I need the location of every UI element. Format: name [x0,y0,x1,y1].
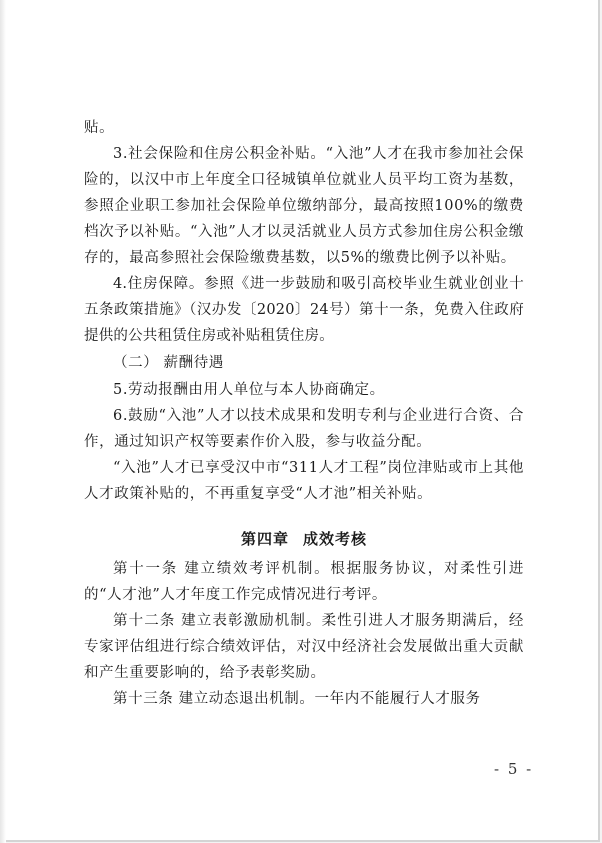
section-heading-salary: （二） 薪酬待遇 [113,355,224,371]
scan-edge-shadow [0,0,6,843]
paragraph-no-duplicate: “入池”人才已享受汉中市“311人才工程”岗位津贴或市上其他人才政策补贴的，不再重复享受“人才池”相关补贴。 [84,460,524,502]
page-number: - 5 - [494,760,534,778]
chapter-title: 成效考核 [303,530,368,548]
document-body [84,115,524,712]
chapter-number: 第四章 [240,530,289,548]
paragraph-labor-pay: 5.劳动报酬由用人单位与本人协商确定。 [113,382,385,398]
paragraph-housing: 4.住房保障。参照《进一步鼓励和吸引高校毕业生就业创业十五条政策措施》（汉办发〔2020〕24号）第十一条，免费入住政府提供的公共租赁住房或补贴租赁住房。 [84,276,524,344]
paragraph-equity: 6.鼓励“入池”人才以技术成果和发明专利与企业进行合资、合作，通过知识产权等要素作价入股，参与收益分配。 [84,408,524,450]
article-12: 第十二条 建立表彰激励机制。柔性引进人才服务期满后，经专家评估组进行综合绩效评估，对汉中经济社会发展做出重大贡献和产生重要影响的，给予表彰奖励。 [84,613,524,681]
article-11: 第十一条 建立绩效考评机制。根据服务协议，对柔性引进的“人才池”人才年度工作完成情况进行考评。 [84,561,524,603]
paragraph-continuation: 贴。 [84,120,115,136]
article-13: 第十三条 建立动态退出机制。一年内不能履行人才服务 [113,691,481,707]
paragraph-social-insurance: 3.社会保险和住房公积金补贴。“入池”人才在我市参加社会保险的，以汉中市上年度全口径城镇单位就业人员平均工资为基数，参照企业职工参加社会保险单位缴纳部分，最高按照100%的缴费档次予以补贴。“入池”人才以灵活就业人员方式参加住房公积金缴存的，最高参照社会保险缴费基数，以5%的缴费比例予以补贴。 [84,146,524,266]
chapter-heading [84,526,524,552]
